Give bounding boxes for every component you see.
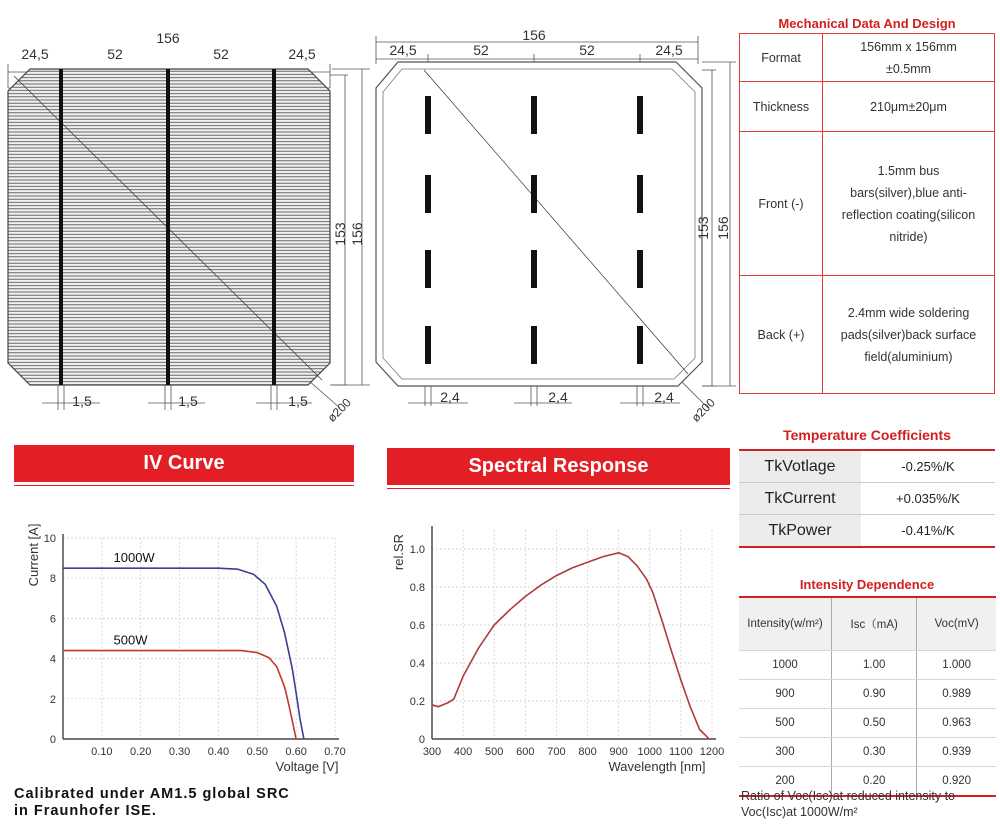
mechanical-title: Mechanical Data And Design	[778, 16, 956, 31]
y-tick-label: 0	[49, 734, 56, 746]
front-busbar-width-label: 1,5	[72, 393, 92, 409]
back-pad-width-label: 2,4	[654, 389, 674, 405]
solder-pad	[425, 250, 431, 288]
y-tick-label: 0.2	[409, 696, 425, 708]
table-row: 200 0.20 0.920	[739, 767, 996, 797]
back-pad-width-label: 2,4	[440, 389, 460, 405]
temp-coef-value: +0.035%/K	[861, 483, 995, 515]
solder-pad	[531, 96, 537, 134]
front-diameter-label: ø200	[324, 395, 354, 425]
x-tick-label: 0.70	[324, 746, 346, 758]
table-row	[740, 276, 995, 394]
table-header-row	[739, 597, 996, 651]
back-height-inner-label: 153	[695, 216, 711, 240]
y-tick-label: 10	[43, 533, 56, 545]
intensity-note: Ratio of Voc(Isc)at reduced intensity to Voc(Isc)at 1000W/m²	[741, 789, 955, 819]
x-tick-label: 0.30	[168, 746, 191, 758]
front-height-inner-label: 153	[332, 222, 348, 246]
x-tick-label: 1100	[669, 746, 693, 758]
solder-pad	[637, 96, 643, 134]
front-segment-label: 52	[107, 46, 123, 62]
temp-coef-value: -0.25%/K	[861, 450, 995, 483]
mech-label: Format	[740, 34, 823, 82]
series-line	[432, 553, 709, 739]
back-diameter-label: ø200	[688, 395, 718, 425]
y-tick-label: 0.4	[409, 658, 425, 670]
front-segment-label: 24,5	[21, 46, 49, 62]
series-label: 1000W	[113, 550, 155, 566]
y-axis-label: Current [A]	[26, 523, 41, 587]
front-busbar-width-label: 1,5	[178, 393, 198, 409]
back-side-drawing	[368, 28, 740, 428]
table-row	[740, 82, 995, 132]
x-tick-label: 300	[422, 746, 442, 758]
x-tick-label: 1200	[699, 746, 725, 758]
solder-pad	[531, 175, 537, 213]
back-segment-label: 24,5	[389, 42, 417, 58]
front-busbar	[272, 69, 276, 385]
x-tick-label: 0.50	[246, 746, 268, 758]
solder-pad	[425, 175, 431, 213]
table-row: 500 0.50 0.963	[739, 709, 996, 738]
back-segment-label: 52	[473, 42, 489, 58]
mech-label: Front (-)	[740, 132, 823, 276]
x-tick-label: 700	[547, 746, 566, 758]
mech-value: 1.5mm bus bars(silver),blue anti- reflection coating(silicon nitride)	[823, 132, 995, 276]
x-tick-label: 0.10	[91, 746, 113, 758]
solder-pad	[425, 96, 431, 134]
spectral-response-banner: Spectral Response	[387, 448, 730, 485]
mech-label: Thickness	[740, 82, 823, 132]
solder-pad	[637, 250, 643, 288]
mech-label: Back (+)	[740, 276, 823, 394]
y-tick-label: 0	[418, 734, 425, 746]
solder-pad	[531, 250, 537, 288]
x-tick-label: 0.40	[207, 746, 230, 758]
y-tick-label: 1.0	[409, 544, 425, 556]
temp-coef-label: TkPower	[739, 515, 861, 548]
table-row: 1000 1.00 1.000	[739, 651, 996, 680]
series-line	[63, 568, 304, 739]
solder-pad	[637, 326, 643, 364]
y-tick-label: 2	[49, 693, 56, 706]
x-axis-label: Wavelength [nm]	[608, 759, 706, 774]
back-height-outer-label: 156	[715, 216, 731, 240]
x-tick-label: 500	[485, 746, 504, 758]
x-tick-label: 1000	[637, 746, 663, 758]
front-height-outer-label: 156	[349, 222, 365, 246]
back-segment-label: 52	[579, 42, 595, 58]
temperature-title: Temperature Coefficients	[783, 427, 951, 443]
x-tick-label: 0.20	[130, 746, 152, 758]
table-row	[739, 515, 995, 548]
column-header: Voc(mV)	[917, 597, 996, 651]
table-row	[740, 34, 995, 82]
back-overall-width-label: 156	[522, 28, 546, 43]
intensity-title: Intensity Dependence	[799, 577, 935, 592]
x-axis-label: Voltage [V]	[275, 759, 339, 774]
y-tick-label: 0.6	[409, 620, 425, 632]
series-label: 500W	[113, 632, 148, 648]
mech-value: 2.4mm wide soldering pads(silver)back surface field(aluminium)	[823, 276, 995, 394]
solder-pad	[531, 326, 537, 364]
mechanical-table	[739, 33, 995, 394]
spectral-response-chart	[385, 500, 730, 785]
back-cell-outline	[376, 62, 702, 386]
table-row: 900 0.90 0.989	[739, 680, 996, 709]
front-busbar-width-label: 1,5	[288, 393, 308, 409]
back-segment-label: 24,5	[655, 42, 683, 58]
iv-banner-underline	[14, 485, 354, 486]
mech-value: 156mm x 156mm ±0.5mm	[823, 34, 995, 82]
x-tick-label: 600	[516, 746, 535, 758]
x-tick-label: 800	[578, 746, 597, 758]
column-header: Intensity(w/m²)	[739, 597, 832, 651]
intensity-table	[739, 596, 996, 797]
table-row	[740, 132, 995, 276]
front-segment-label: 24,5	[288, 46, 316, 62]
column-header: Isc（mA)	[832, 597, 917, 651]
mech-value: 210μm±20μm	[823, 82, 995, 132]
front-busbar	[166, 69, 170, 385]
y-axis-label: rel.SR	[391, 533, 406, 571]
calibration-note: Calibrated under AM1.5 global SRC in Fraunhofer ISE.	[14, 786, 290, 819]
x-tick-label: 0.60	[285, 746, 307, 758]
x-tick-label: 400	[453, 746, 473, 758]
temp-coef-label: TkVotlage	[739, 450, 861, 483]
y-tick-label: 0.8	[409, 582, 425, 594]
table-row	[739, 483, 995, 515]
table-row	[739, 450, 995, 483]
iv-curve-banner: IV Curve	[14, 445, 354, 482]
sr-banner-underline	[387, 488, 730, 489]
y-tick-label: 6	[49, 613, 56, 626]
front-overall-width-label: 156	[156, 30, 180, 46]
back-pad-width-label: 2,4	[548, 389, 568, 405]
front-busbar	[59, 69, 63, 385]
x-tick-label: 900	[609, 746, 628, 758]
table-row: 300 0.30 0.939	[739, 738, 996, 767]
temperature-table	[739, 449, 995, 548]
front-segment-label: 52	[213, 46, 229, 62]
front-side-drawing	[0, 28, 370, 428]
y-tick-label: 4	[49, 653, 56, 666]
temp-coef-label: TkCurrent	[739, 483, 861, 515]
y-tick-label: 8	[49, 573, 56, 586]
solder-pad	[425, 326, 431, 364]
temp-coef-value: -0.41%/K	[861, 515, 995, 548]
solder-pad	[637, 175, 643, 213]
iv-curve-chart	[10, 500, 355, 785]
